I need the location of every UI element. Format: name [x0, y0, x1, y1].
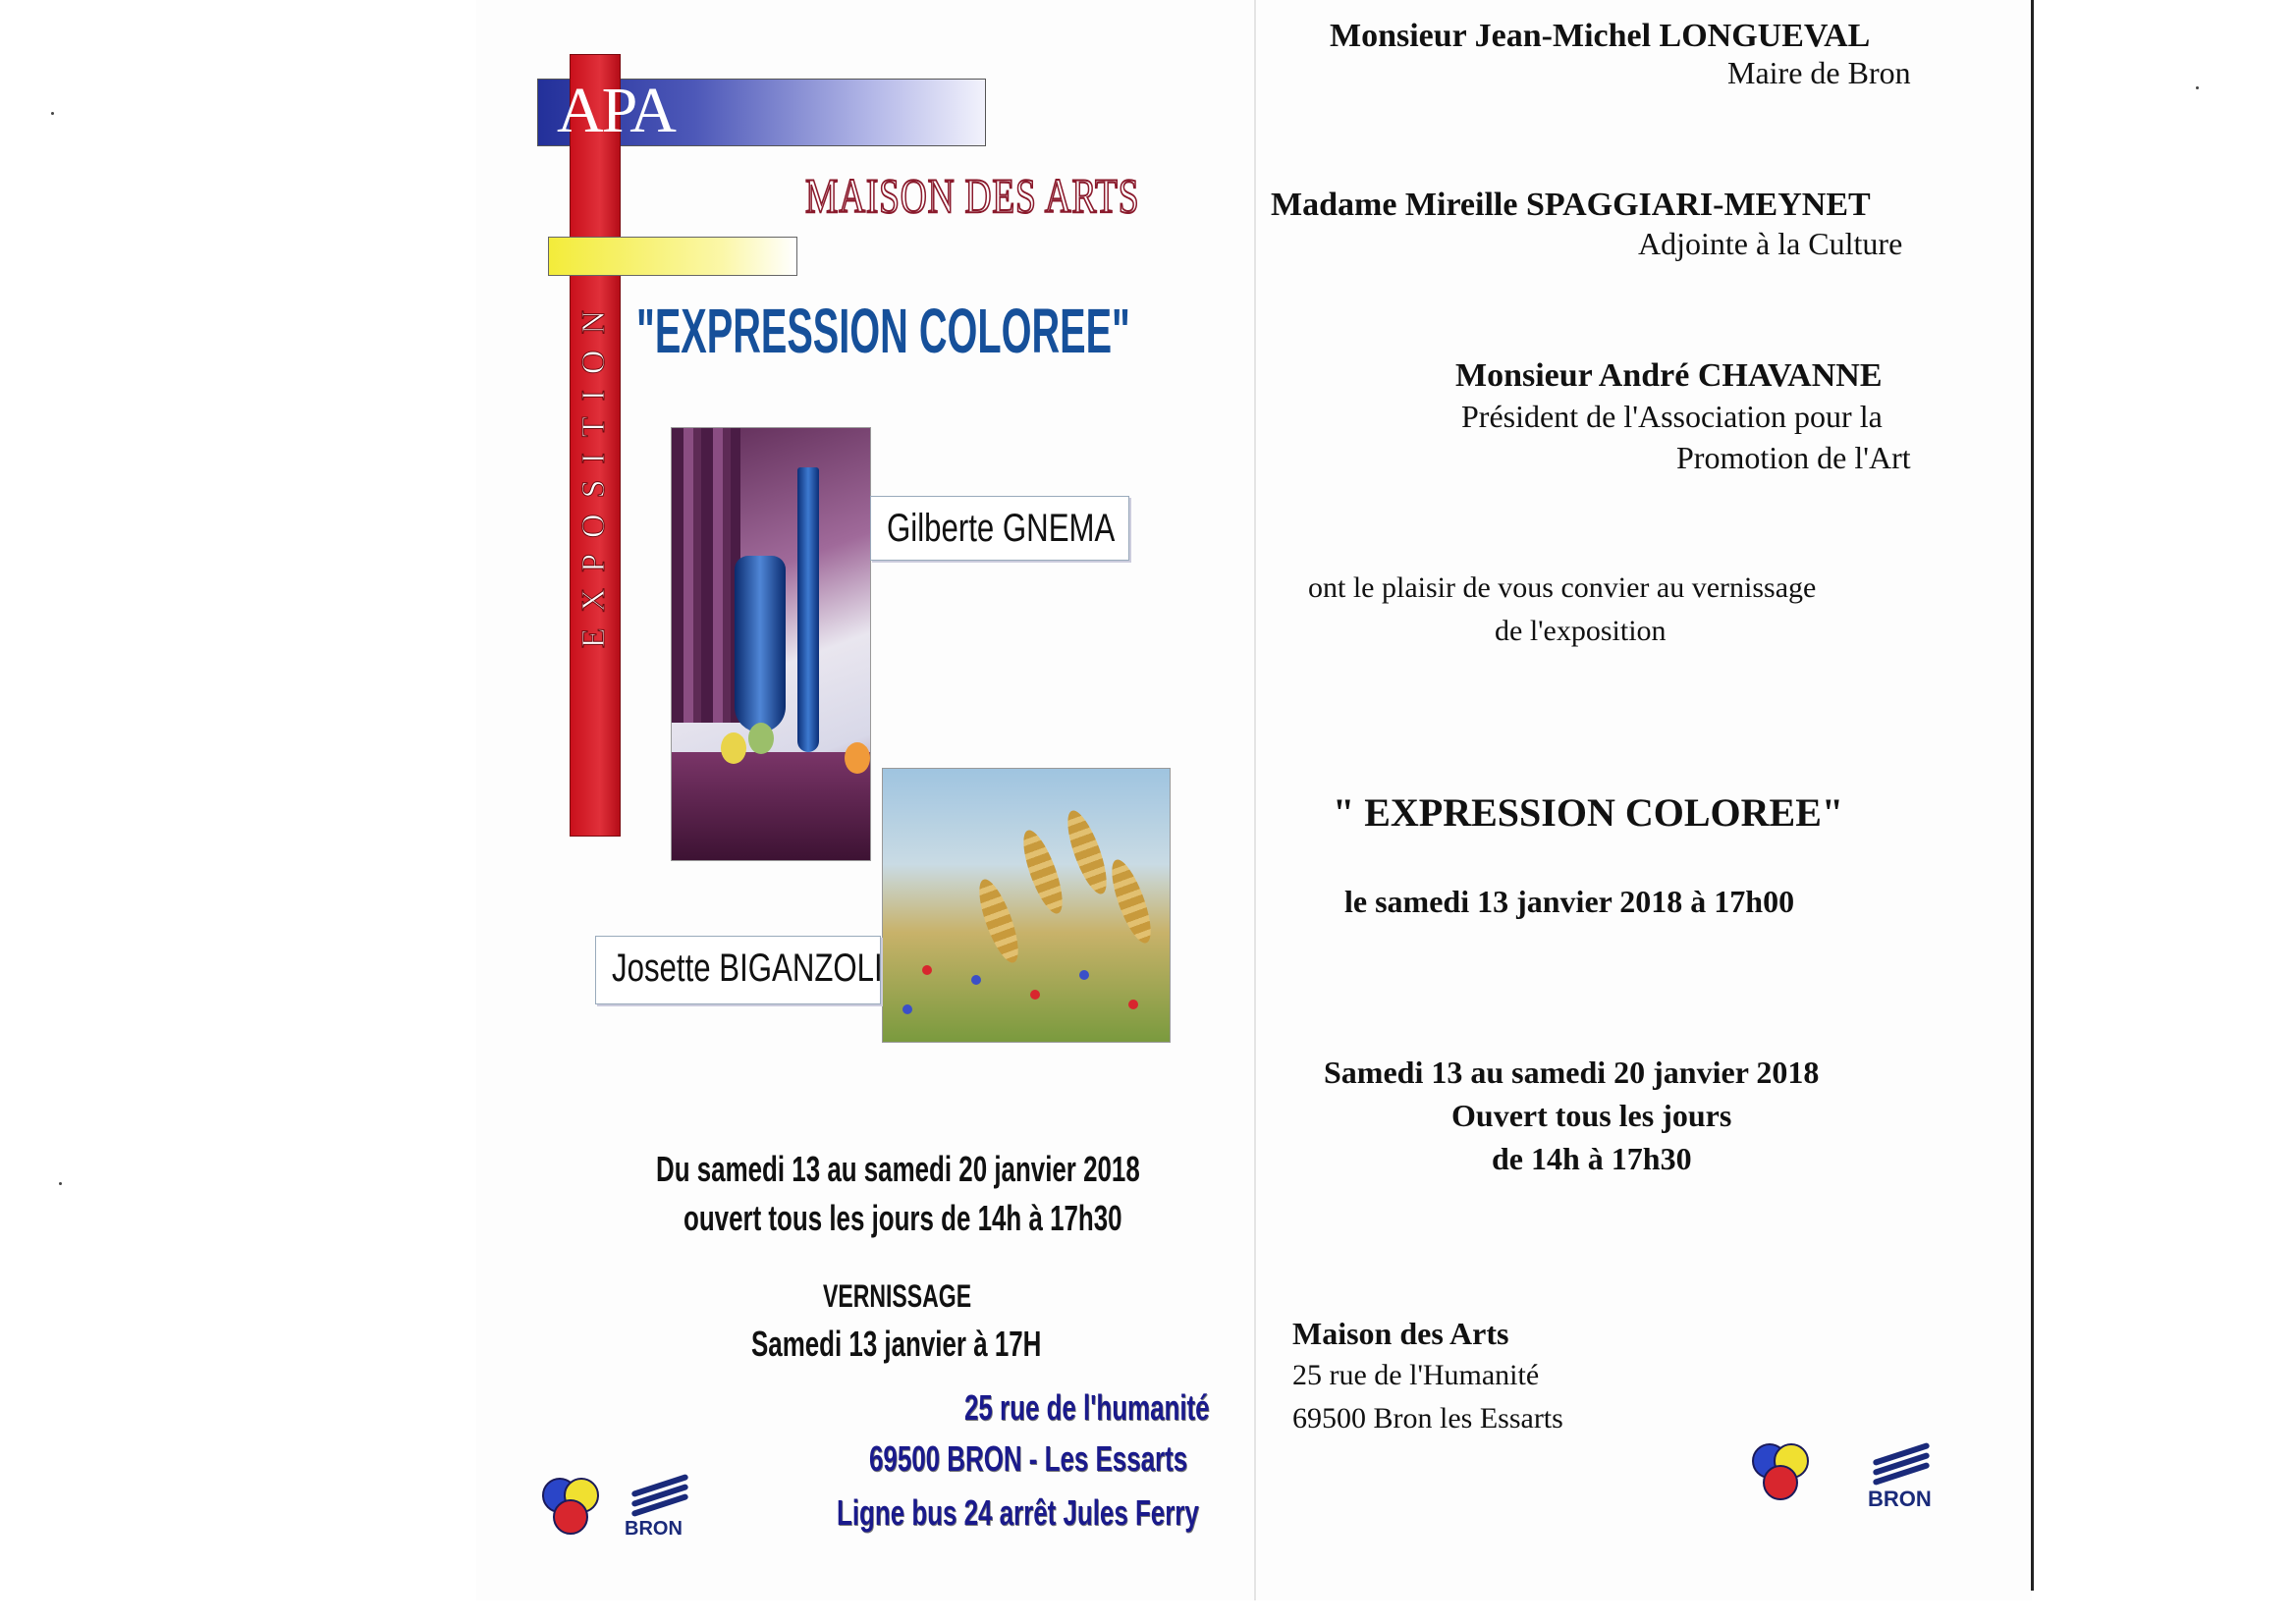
apa-association-logo — [1752, 1443, 1821, 1512]
exposition-vertical-label — [565, 295, 624, 825]
invitation-text-line2: de l'exposition — [1495, 615, 1667, 647]
venue-street: 25 rue de l'Humanité — [1292, 1359, 1540, 1391]
painting-flower — [1030, 990, 1040, 1000]
artist-label-gilberte — [870, 496, 1129, 561]
painting-tall-bottle — [797, 467, 819, 752]
painting-fruit — [721, 732, 746, 764]
apa-logo-text: APA — [557, 75, 675, 146]
painting-flower — [922, 965, 932, 975]
vernissage-label: VERNISSAGE — [823, 1278, 972, 1314]
venue-city: 69500 Bron les Essarts — [1292, 1402, 1563, 1435]
scan-speck — [51, 112, 54, 115]
opening-days: Ouvert tous les jours — [1451, 1098, 1732, 1133]
maison-des-arts-title: MAISON DES ARTS — [805, 168, 1140, 223]
painting-flower — [902, 1004, 912, 1014]
painting-still-life — [671, 427, 871, 861]
artist-label-josette — [595, 936, 881, 1004]
bron-logo-text: BRON — [1868, 1487, 1932, 1511]
painting-carafe — [735, 556, 786, 732]
painting-wheat-ear — [1060, 806, 1114, 897]
host3-title-line1: Président de l'Association pour la — [1461, 399, 1883, 434]
logo-yellow-bar — [548, 237, 797, 276]
bron-logo-text: BRON — [625, 1518, 683, 1540]
host2-name: Madame Mireille SPAGGIARI-MEYNET — [1271, 187, 1871, 223]
painting-fruit — [748, 723, 774, 754]
painting-wheat-ear — [1015, 826, 1069, 917]
artist-name: Josette BIGANZOLI — [612, 947, 883, 990]
vernissage-date: Samedi 13 janvier à 17H — [751, 1324, 1042, 1364]
expression-coloree-title: "EXPRESSION COLOREE" — [636, 296, 1130, 366]
exhibition-dates: Samedi 13 au samedi 20 janvier 2018 — [1324, 1055, 1820, 1090]
host1-name: Monsieur Jean-Michel LONGUEVAL — [1330, 18, 1871, 54]
painting-flower — [1079, 970, 1089, 980]
opening-hours: ouvert tous les jours de 14h à 17h30 — [683, 1198, 1122, 1238]
address-street: 25 rue de l'humanité — [964, 1387, 1210, 1428]
scan-speck — [59, 1182, 62, 1185]
host3-title-line2: Promotion de l'Art — [1676, 440, 1911, 475]
painting-wheat-ear — [1104, 855, 1158, 947]
exposition-vertical-text: EXPOSITION — [575, 295, 612, 649]
address-city: 69500 BRON - Les Essarts — [869, 1438, 1188, 1479]
painting-flower — [1128, 1000, 1138, 1009]
painting-wheat-field — [882, 768, 1171, 1043]
painting-wheat-ear — [971, 875, 1025, 966]
host1-title: Maire de Bron — [1727, 55, 1911, 90]
scan-speck — [2196, 86, 2199, 89]
host2-title: Adjointe à la Culture — [1638, 226, 1903, 261]
exhibition-title: " EXPRESSION COLOREE" — [1333, 790, 1844, 835]
painting-fruit — [845, 742, 870, 774]
painting-cloth — [672, 752, 870, 860]
apa-association-logo — [542, 1478, 611, 1546]
invitation-text-line1: ont le plaisir de vous convier au vernissage — [1308, 571, 1817, 604]
vernissage-date-time: le samedi 13 janvier 2018 à 17h00 — [1344, 884, 1795, 919]
artist-name: Gilberte GNEMA — [887, 507, 1116, 550]
painting-flower — [971, 975, 981, 985]
venue-name: Maison des Arts — [1292, 1316, 1509, 1351]
bus-line-info: Ligne bus 24 arrêt Jules Ferry — [837, 1492, 1199, 1533]
painting-drape — [672, 428, 740, 723]
scan-edge-line — [2031, 0, 2034, 1591]
host3-name: Monsieur André CHAVANNE — [1455, 357, 1883, 394]
opening-hours: de 14h à 17h30 — [1492, 1141, 1692, 1176]
exhibition-dates: Du samedi 13 au samedi 20 janvier 2018 — [656, 1149, 1140, 1189]
